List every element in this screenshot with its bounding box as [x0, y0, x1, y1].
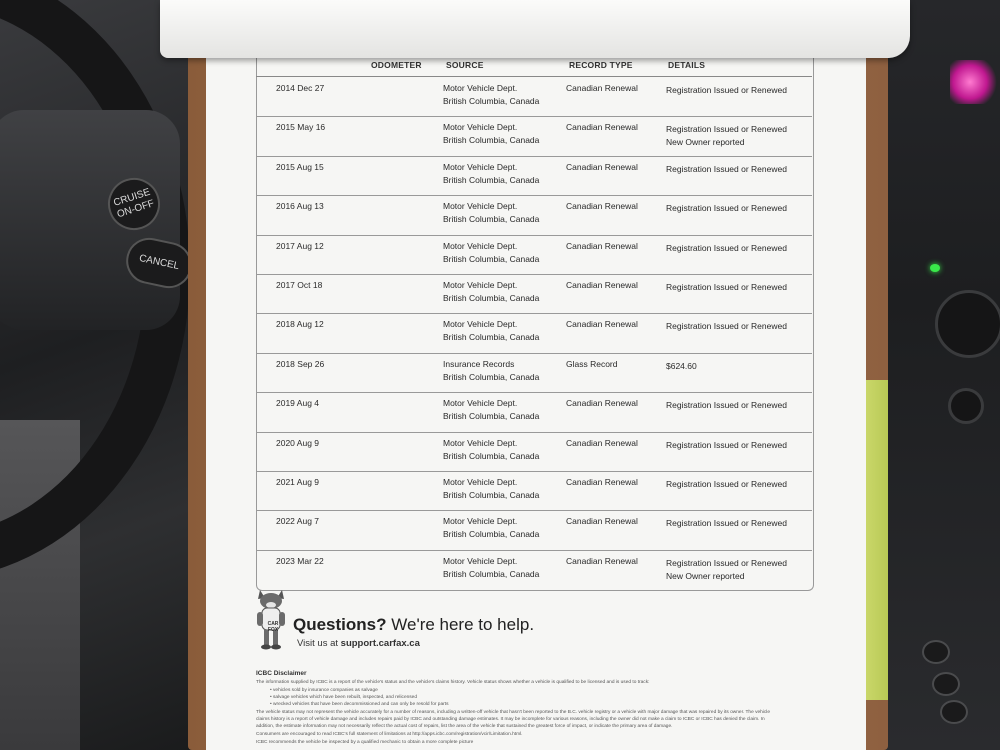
record-details: Registration Issued or Renewed — [666, 124, 787, 135]
support-link[interactable]: support.carfax.ca — [340, 638, 420, 649]
disclaimer-line: claims history is a report of vehicle damage and includes repairs paid by ICBC and outstanding damage estimates. It may be incomplete for various reasons, including the owner did not make a claim to ICBC or ICBC has denied the claim. In — [256, 717, 765, 722]
record-date: 2022 Aug 7 — [276, 516, 320, 527]
record-source-region: British Columbia, Canada — [443, 253, 540, 264]
record-date: 2018 Aug 12 — [276, 319, 324, 330]
table-row — [256, 274, 812, 314]
record-source: Motor Vehicle Dept. — [443, 319, 518, 330]
record-source: Motor Vehicle Dept. — [443, 477, 518, 487]
help-phrase: We're here to help. — [391, 615, 535, 634]
carfax-report-page — [206, 48, 866, 750]
record-details: Registration Issued or Renewed — [666, 400, 787, 411]
record-type: Canadian Renewal — [566, 437, 638, 448]
console-button-1 — [922, 640, 950, 664]
record-details: Registration Issued or Renewed — [666, 557, 787, 568]
header-details: DETAILS — [668, 60, 706, 70]
record-date: 2014 Dec 27 — [276, 83, 325, 93]
record-source: Motor Vehicle Dept. — [443, 398, 518, 409]
disclaimer-line: ICBC recommends the vehicle be inspected by a qualified mechanic to obtain a more complete picture — [256, 740, 474, 745]
previous-page-curl — [160, 0, 910, 58]
record-type: Canadian Renewal — [566, 122, 638, 133]
record-source-region: British Columbia, Canada — [443, 450, 540, 461]
console-knob-small — [948, 388, 984, 424]
record-details: Registration Issued or Renewed — [666, 282, 787, 292]
record-date: 2021 Aug 9 — [276, 477, 320, 487]
table-row — [256, 432, 812, 472]
record-date: 2017 Oct 18 — [276, 280, 323, 290]
questions-heading — [293, 615, 534, 635]
table-row — [256, 195, 812, 235]
record-details: Registration Issued or Renewed — [666, 518, 787, 529]
record-source-region: British Columbia, Canada — [443, 96, 540, 106]
climate-knob — [935, 290, 1000, 358]
record-source: Motor Vehicle Dept. — [443, 240, 518, 251]
table-row — [256, 156, 812, 196]
record-source-region: British Columbia, Canada — [443, 529, 540, 540]
record-details: Registration Issued or Renewed — [666, 439, 787, 450]
disclaimer-line: The information supplied by ICBC is a report of the vehicle's status and the vehicle's claims history. Vehicle status shows whether a vehicle is qualified to be licensed and is used to track: — [256, 680, 650, 685]
record-date: 2015 May 16 — [276, 122, 326, 133]
header-odometer: ODOMETER — [371, 60, 422, 70]
disclaimer-line: • vehicles sold by insurance companies as salvage — [270, 688, 378, 693]
record-details-extra: New Owner reported — [666, 570, 745, 581]
record-source-region: British Columbia, Canada — [443, 332, 540, 343]
record-details-extra: New Owner reported — [666, 137, 745, 148]
record-source: Motor Vehicle Dept. — [443, 201, 518, 212]
record-details: Registration Issued or Renewed — [666, 321, 787, 332]
record-source-region: British Columbia, Canada — [443, 568, 540, 579]
record-source-region: British Columbia, Canada — [443, 371, 540, 382]
record-source-region: British Columbia, Canada — [443, 214, 540, 225]
record-source: Motor Vehicle Dept. — [443, 437, 518, 448]
record-source: Motor Vehicle Dept. — [443, 280, 518, 290]
radio-display-glow — [950, 60, 1000, 104]
visit-line — [297, 638, 420, 649]
header-source: SOURCE — [446, 60, 484, 70]
console-button-3 — [940, 700, 968, 724]
disclaimer-line: • salvage vehicles which have been rebuilt, inspected, and relicensed — [270, 695, 418, 700]
record-type: Canadian Renewal — [566, 83, 638, 93]
console-button-2 — [932, 672, 960, 696]
record-type: Canadian Renewal — [566, 477, 638, 487]
table-row — [256, 235, 812, 275]
table-row — [256, 550, 812, 589]
record-date: 2017 Aug 12 — [276, 240, 324, 251]
record-type: Canadian Renewal — [566, 201, 638, 212]
record-source-region: British Columbia, Canada — [443, 411, 540, 422]
record-date: 2019 Aug 4 — [276, 398, 320, 409]
record-source-region: British Columbia, Canada — [443, 490, 540, 500]
disclaimer-line: • wrecked vehicles that have been decommissioned and can only be resold for parts — [270, 702, 449, 707]
record-details: Registration Issued or Renewed — [666, 203, 787, 214]
record-date: 2015 Aug 15 — [276, 161, 324, 172]
carfax-fox-mascot-icon — [254, 586, 288, 650]
record-details: Registration Issued or Renewed — [666, 479, 787, 489]
record-source-region: British Columbia, Canada — [443, 174, 540, 185]
record-type: Glass Record — [566, 358, 618, 369]
questions-word: Questions? — [293, 615, 387, 634]
table-row — [256, 392, 812, 432]
record-source: Motor Vehicle Dept. — [443, 516, 518, 527]
visit-prefix: Visit us at — [297, 638, 339, 649]
record-type: Canadian Renewal — [566, 240, 638, 251]
record-date: 2020 Aug 9 — [276, 437, 320, 448]
record-type: Canadian Renewal — [566, 280, 638, 290]
record-source-region: British Columbia, Canada — [443, 293, 540, 303]
record-source: Motor Vehicle Dept. — [443, 555, 518, 566]
table-row — [256, 471, 812, 511]
record-details: Registration Issued or Renewed — [666, 163, 787, 174]
record-source: Motor Vehicle Dept. — [443, 161, 518, 172]
record-source: Motor Vehicle Dept. — [443, 83, 518, 93]
record-source-region: British Columbia, Canada — [443, 135, 540, 146]
cruise-cancel-button: CANCEL — [122, 234, 196, 293]
record-details: $624.60 — [666, 360, 697, 371]
disclaimer-line: The vehicle status may not represent the vehicle accurately for a number of reasons, including a written-off vehicle that hasn't been reported to the B.C. vehicle registry or a vehicle with major damage that was repaired by its owner. The vehicle — [256, 710, 771, 715]
record-type: Canadian Renewal — [566, 319, 638, 330]
table-row — [256, 77, 812, 117]
record-details: Registration Issued or Renewed — [666, 242, 787, 253]
table-row — [256, 313, 812, 353]
record-date: 2016 Aug 13 — [276, 201, 324, 212]
table-row — [256, 510, 812, 550]
header-record-type: RECORD TYPE — [569, 60, 633, 70]
record-date: 2018 Sep 26 — [276, 358, 325, 369]
record-source: Insurance Records — [443, 358, 515, 369]
record-source: Motor Vehicle Dept. — [443, 122, 518, 133]
record-details: Registration Issued or Renewed — [666, 85, 787, 95]
disclaimer-line: Consumers are encouraged to read ICBC's full statement of limitations at http://apps.icbc.com/registration/vcir/Limitation.html. — [256, 732, 523, 737]
disclaimer-title: ICBC Disclaimer — [256, 670, 307, 677]
console-indicator-led — [930, 264, 940, 272]
disclaimer-line: addition, the estimate information may not necessarily reflect the actual cost of repairs, list the area of the vehicle that sustained the greatest force of impact, or indicate the primary area of damage. — [256, 724, 673, 729]
record-type: Canadian Renewal — [566, 555, 638, 566]
cruise-control-button: CRUISE ON-OFF — [101, 171, 167, 237]
record-date: 2023 Mar 22 — [276, 555, 324, 566]
record-type: Canadian Renewal — [566, 161, 638, 172]
table-row — [256, 353, 812, 393]
record-type: Canadian Renewal — [566, 398, 638, 409]
fox-shirt-label: CAR FOX — [267, 621, 279, 633]
table-row — [256, 116, 812, 156]
record-type: Canadian Renewal — [566, 516, 638, 527]
